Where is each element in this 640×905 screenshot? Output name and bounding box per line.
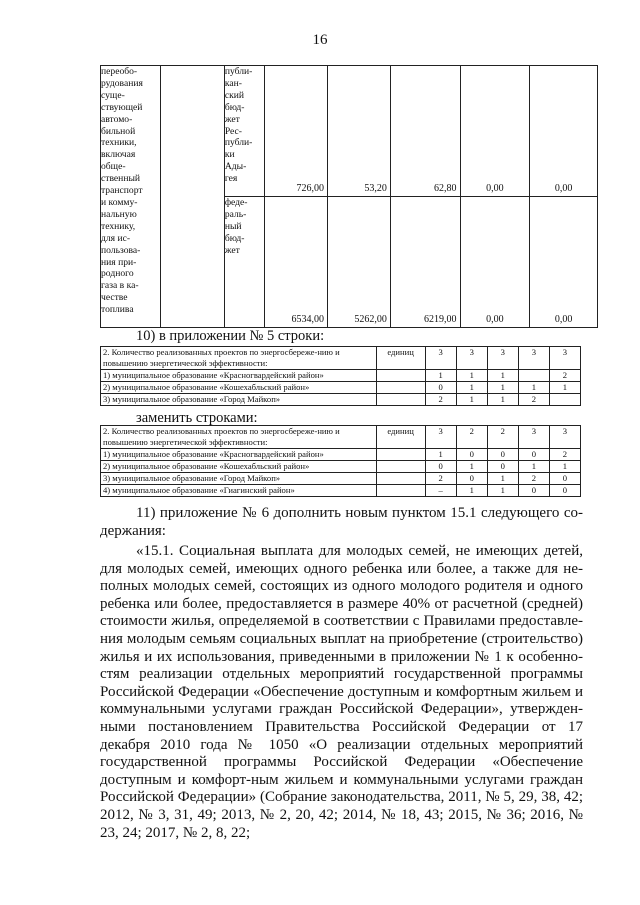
row-value: [518, 370, 549, 382]
text-line: честве: [101, 292, 128, 304]
header-value: 3: [425, 426, 456, 449]
row-value: 1: [456, 394, 487, 406]
row-label: 1) муниципальное образование «Красногвардейский район»: [101, 449, 377, 461]
table-row: [101, 449, 581, 461]
paragraph-11: 11) приложение № 6 дополнить новым пунктом 15.1 следующего со-держания:: [100, 505, 583, 539]
unit-cell: единиц: [376, 347, 425, 370]
header-value: 3: [518, 426, 549, 449]
unit-cell: [376, 394, 425, 406]
row-value: 1: [487, 394, 518, 406]
row-value: 1: [518, 382, 549, 394]
text-line: обще-: [101, 161, 126, 173]
row-value: [549, 394, 580, 406]
text-line: газа в ка-: [101, 280, 139, 292]
row2-value-1: 6534,00: [265, 197, 328, 328]
header-value: 3: [549, 426, 580, 449]
unit-cell: [376, 473, 425, 485]
row-value: 1: [549, 382, 580, 394]
row-value: 1: [518, 461, 549, 473]
funding-table: [100, 65, 598, 328]
text-line: пользова-: [101, 244, 141, 256]
text-line: бюд-: [224, 101, 245, 113]
heading-appendix-5: 10) в приложении № 5 строки:: [136, 328, 325, 344]
row-value: 0: [487, 461, 518, 473]
text-line: жет: [224, 113, 240, 125]
row-value: 2: [549, 370, 580, 382]
text-line: публи-: [224, 137, 253, 149]
row-value: 2: [518, 473, 549, 485]
row-value: 1: [456, 485, 487, 497]
text-line: бильной: [101, 125, 136, 137]
row-value: 0: [487, 449, 518, 461]
new-rows-table: [100, 425, 581, 497]
measure-description: [101, 66, 161, 328]
unit-cell: [376, 370, 425, 382]
row2-value-3: 6219,00: [390, 197, 460, 328]
text-line: родного: [101, 268, 134, 280]
old-rows-table: [100, 346, 581, 406]
table-row: [101, 382, 581, 394]
row-value: 1: [425, 449, 456, 461]
text-line: суще-: [101, 89, 125, 101]
row-value: 2: [425, 394, 456, 406]
row-value: 0: [518, 485, 549, 497]
text-line: ный: [224, 220, 242, 232]
text-line: ния при-: [101, 256, 137, 268]
text-line: Ады-: [224, 161, 247, 173]
row-value: 1: [487, 370, 518, 382]
header-value: 2: [456, 426, 487, 449]
paragraph-15-1: «15.1. Социальная выплата для молодых семей, не имеющих детей, для молодых семей, имеющих одного ребенка или более, а также для не-полных молодых семей, состоящих из одного молодого родителя и одного ребенка или более, предоставляется в размере 40% от расчетной (средней) стоимости жилья, определяемой в соответствии с Правилами предоставле-ния молодым семьям социальных выплат на приобретение (строительство) жилья и их использования, приведенными в приложении № 1 к особенно-стям реализации отдельных мероприятий государственной программы Российской Федерации «Обеспечение доступным и комфортным жильем и коммунальными услугами граждан Российской Федерации», утвержден-ными постановлением Правительства Российской Федерации от 17 декабря 2010 года № 1050 «О реализации отдельных мероприятий государственной программы Российской Федерации «Обеспечение доступным и комфорт-ным жильем и коммунальными услугами граждан Российской Федерации» (Собрание законодательства, 2011, № 5, 29, 38, 42; 2012, № 3, 31, 49; 2013, № 2, 20, 42; 2014, № 18, 43; 2015, № 36; 2016, № 23, 24; 2017, № 2, 8, 22;: [100, 543, 583, 841]
row-value: 1: [425, 370, 456, 382]
row-label: 1) муниципальное образование «Красногвардейский район»: [101, 370, 377, 382]
row1-value-3: 62,80: [390, 66, 460, 197]
row-value: 0: [425, 461, 456, 473]
header-value: 3: [518, 347, 549, 370]
unit-cell: [376, 461, 425, 473]
heading-replace: заменить строками:: [136, 410, 258, 426]
row-value: –: [425, 485, 456, 497]
unit-cell: [376, 485, 425, 497]
text-line: гея: [224, 173, 238, 185]
header-row: [101, 347, 581, 370]
row-label: 2) муниципальное образование «Кошехабльский район»: [101, 461, 377, 473]
indicator-title: 2. Количество реализованных проектов по энергосбереже-нию и повышению энергетической эффективности:: [101, 347, 377, 370]
row-value: 1: [549, 461, 580, 473]
table-row: [101, 461, 581, 473]
row-value: 1: [456, 382, 487, 394]
unit-cell: [376, 449, 425, 461]
table-row: [101, 394, 581, 406]
budget-adygea: [224, 66, 264, 197]
text-line: техники,: [101, 137, 137, 149]
row-value: 0: [549, 485, 580, 497]
text-line: автомо-: [101, 113, 133, 125]
text-line: технику,: [101, 220, 136, 232]
text-line: ский: [224, 89, 244, 101]
row1-value-2: 53,20: [328, 66, 391, 197]
text-line: публи-: [224, 66, 253, 77]
row-value: 1: [487, 382, 518, 394]
row-value: 0: [518, 449, 549, 461]
row-value: 0: [549, 473, 580, 485]
header-value: 3: [549, 347, 580, 370]
budget-federal: [224, 197, 264, 328]
row-value: 1: [456, 370, 487, 382]
row-value: 2: [549, 449, 580, 461]
text-line: нальную: [101, 208, 137, 220]
row1-value-5: 0,00: [530, 66, 598, 197]
row1-value-1: 726,00: [265, 66, 328, 197]
text-line: кан-: [224, 77, 242, 89]
row-value: 1: [456, 461, 487, 473]
row2-value-4: 0,00: [460, 197, 530, 328]
text-line: рудования: [101, 77, 143, 89]
text-line: и комму-: [101, 196, 138, 208]
row2-value-2: 5262,00: [328, 197, 391, 328]
text-line: ки: [224, 149, 235, 161]
text-line: феде-: [224, 197, 248, 208]
text-line: бюд-: [224, 232, 245, 244]
page-number: 16: [312, 32, 328, 48]
text-line: раль-: [224, 208, 247, 220]
table-row: [101, 473, 581, 485]
row-label: 3) муниципальное образование «Город Майкоп»: [101, 473, 377, 485]
row-value: 2: [518, 394, 549, 406]
row2-value-5: 0,00: [530, 197, 598, 328]
text-line: ственный: [101, 173, 141, 185]
row-value: 0: [425, 382, 456, 394]
header-row: [101, 426, 581, 449]
text-line: включая: [101, 149, 136, 161]
row-value: 0: [456, 473, 487, 485]
text-line: Рес-: [224, 125, 242, 137]
row-value: 1: [487, 485, 518, 497]
text-line: транспорт: [101, 185, 143, 197]
unit-cell: единиц: [376, 426, 425, 449]
indicator-title: 2. Количество реализованных проектов по энергосбереже-нию и повышению энергетической эффективности:: [101, 426, 377, 449]
row-value: 0: [456, 449, 487, 461]
header-value: 3: [425, 347, 456, 370]
row-label: 4) муниципальное образование «Гиагинский район»: [101, 485, 377, 497]
text-line: топлива: [101, 304, 134, 316]
row-label: 2) муниципальное образование «Кошехабльский район»: [101, 382, 377, 394]
text-line: ствующей: [101, 101, 143, 113]
header-value: 3: [456, 347, 487, 370]
text-line: жет: [224, 244, 240, 256]
text-line: переобо-: [101, 66, 138, 77]
unit-cell: [376, 382, 425, 394]
row-value: 1: [487, 473, 518, 485]
table-row: [101, 485, 581, 497]
text-line: для ис-: [101, 232, 131, 244]
header-value: 3: [487, 347, 518, 370]
row1-value-4: 0,00: [460, 66, 530, 197]
table-row: [101, 370, 581, 382]
row-value: 2: [425, 473, 456, 485]
row-label: 3) муниципальное образование «Город Майкоп»: [101, 394, 377, 406]
empty-column: [161, 66, 225, 328]
header-value: 2: [487, 426, 518, 449]
